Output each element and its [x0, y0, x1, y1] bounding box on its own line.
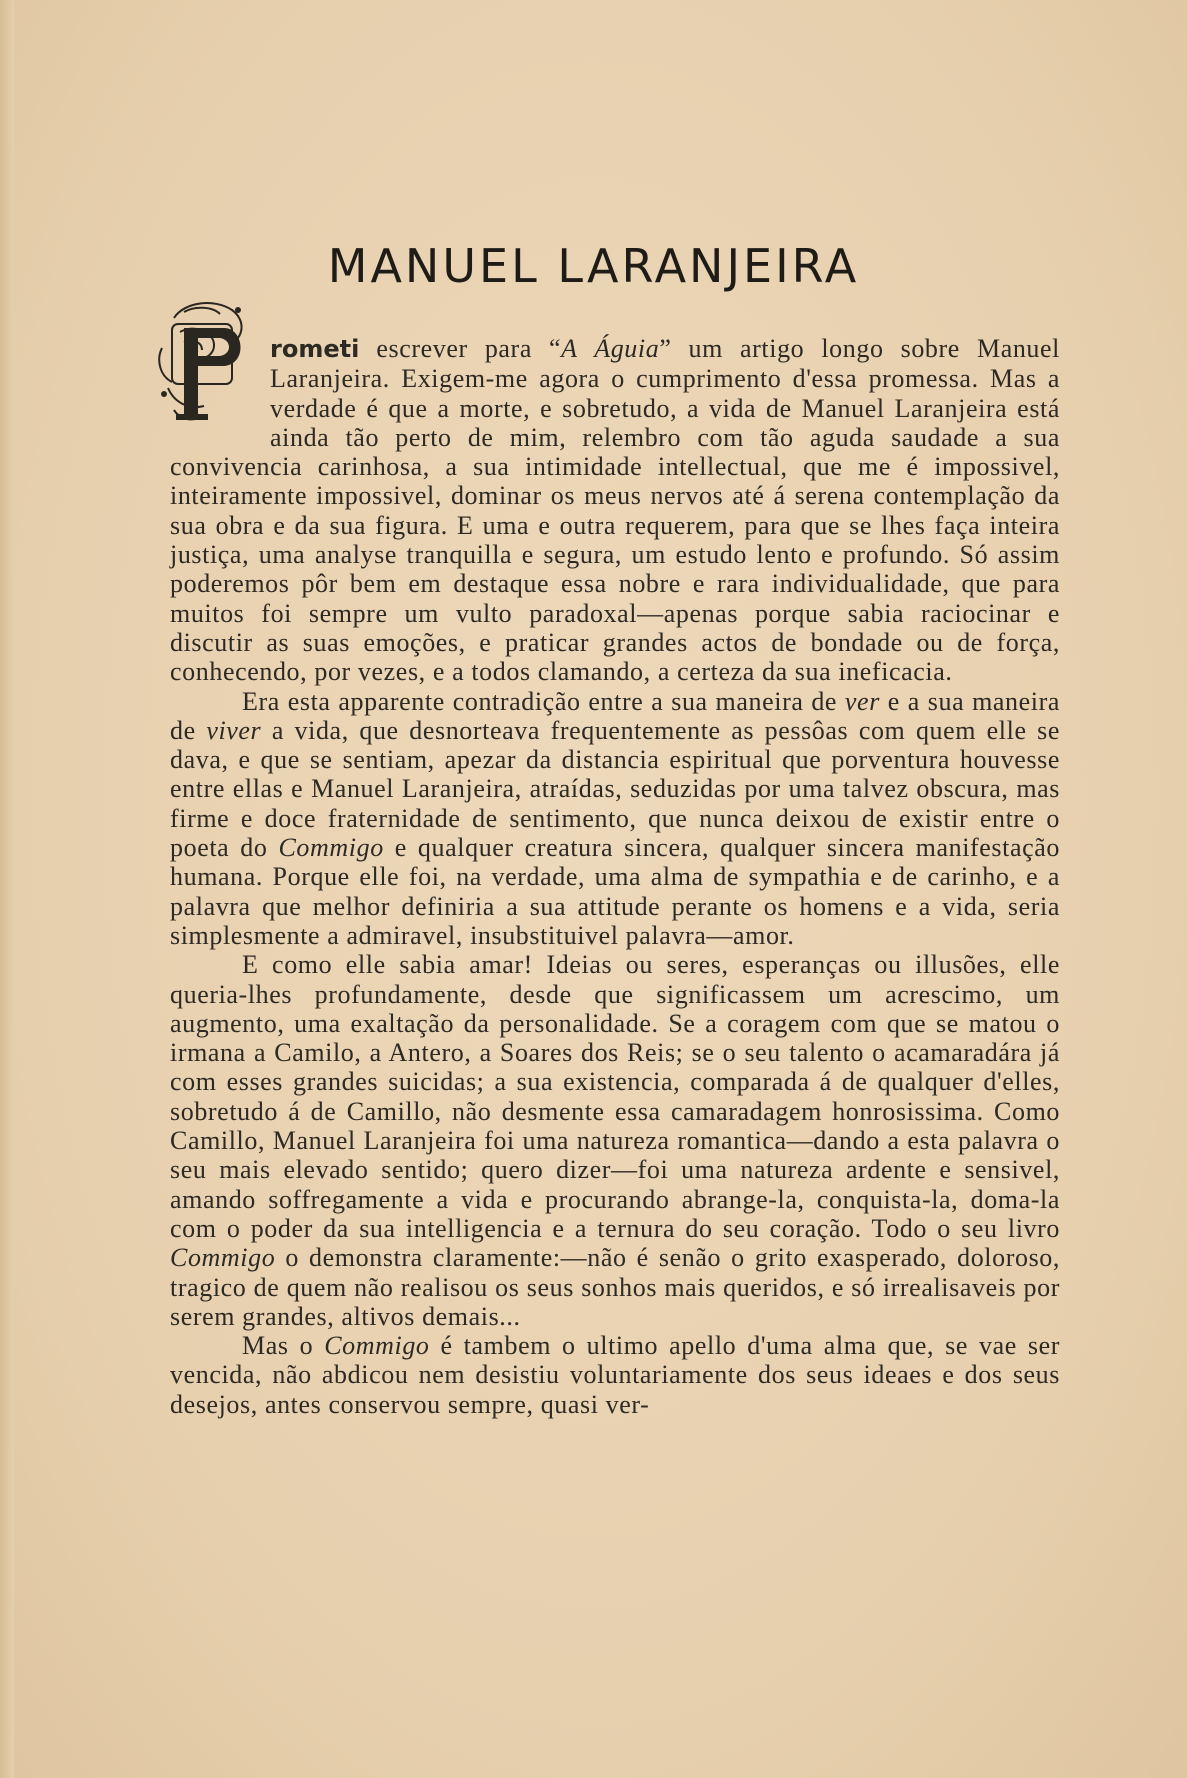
paragraph	[170, 334, 1060, 687]
paragraph	[170, 687, 1060, 951]
italic-text: ver	[844, 686, 880, 716]
text-run: E como elle sabia amar! Ideias ou seres, esperanças ou illusões, elle queria-lhes profundamente, desde que significassem um acrescimo, um augmento, uma exaltação da personalidade. Se a coragem com que se matou o irmana a Camilo, a Antero, a Soares dos Reis; se o seu talento o acamaradára já com esses grandes suicidas; a sua existencia, comparada á de qualquer d'elles, sobretudo á de Camillo, não desmente essa camaradagem honrosissima. Como Camillo, Manuel Laranjeira foi uma natureza romantica—dando a esta palavra o seu mais elevado sentido; quero dizer—foi uma natureza ardente e sensivel, amando soffregamente a vida e procurando abrange-la, conquista-la, doma-la com o poder da sua intelligencia e a ternura do seu coração. Todo o seu livro	[170, 950, 1060, 1243]
text-run: escrever para “	[359, 334, 562, 363]
paragraph	[170, 950, 1060, 1331]
text-run: a vida, que desnorteava frequentemente as pessôas com quem elle se dava, e que se sentiam, apezar da distancia espiritual que porventura houvesse entre ellas e Manuel Laranjeira, atraídas, seduzidas por uma talvez obscura, mas firme e doce fraternidade de sentimento, que nunca deixou de existir entre o poeta do	[170, 715, 1061, 863]
text-run: e a sua maneira de	[170, 686, 1060, 745]
first-word: rometi	[270, 335, 360, 363]
italic-text: A Águia	[561, 334, 660, 363]
italic-text: viver	[206, 715, 262, 745]
italic-text: Commigo	[324, 1331, 430, 1361]
text-run: ” um artigo longo sobre Manuel Laranjeira. Exigem-me agora o cumprimento d'essa promessa. Mas a verdade é que a morte, e sobretudo, a vida de Manuel Laranjeira está ainda tão perto de mim, relembro com tão aguda saudade a sua convivencia carinhosa, a sua intimidade intellectual, que me é impossivel, inteiramente impossivel, dominar os meus nervos até á serena contemplação da sua obra e da sua figura. E uma e outra requerem, para que se lhes faça inteira justiça, uma analyse tranquilla e segura, um estudo lento e profundo. Só assim poderemos pôr bem em destaque essa nobre e rara individualidade, que para muitos foi sempre um vulto paradoxal—apenas porque sabia raciocinar e discutir as suas emoções, e praticar grandes actos de bondade ou de força, conhecendo, por vezes, e a todos clamando, a certeza da sua ineficacia.	[170, 334, 1060, 687]
chapter-title: MANUEL LARANJEIRA	[327, 238, 860, 293]
paragraph	[170, 1331, 1060, 1419]
text-run: e qualquer creatura sincera, qualquer sincera manifestação humana. Porque elle foi, na verdade, uma alma de sympathia e de carinho, e a palavra que melhor definiria a sua attitude perante os homens e a vida, seria simplesmente a admiravel, insubstituivel palavra—amor.	[170, 833, 1060, 950]
text-run: o demonstra claramente:—não é senão o grito exasperado, doloroso, tragico de quem não realisou os seus sonhos mais queridos, e só irrealisaveis por serem grandes, altivos demais...	[170, 1243, 1060, 1331]
article-body	[170, 334, 1060, 1419]
ornamental-drop-cap-p	[154, 298, 258, 430]
text-run: Mas o	[242, 1331, 325, 1361]
italic-text: Commigo	[278, 833, 384, 863]
text-run: Era esta apparente contradição entre a sua maneira de	[242, 686, 845, 716]
text-run: é tambem o ultimo apello d'uma alma que, se vae ser vencida, não abdicou nem desistiu voluntariamente dos seus ideaes e dos seus desejos, antes conservou sempre, quasi ver-	[170, 1331, 1060, 1419]
italic-text: Commigo	[170, 1243, 276, 1273]
